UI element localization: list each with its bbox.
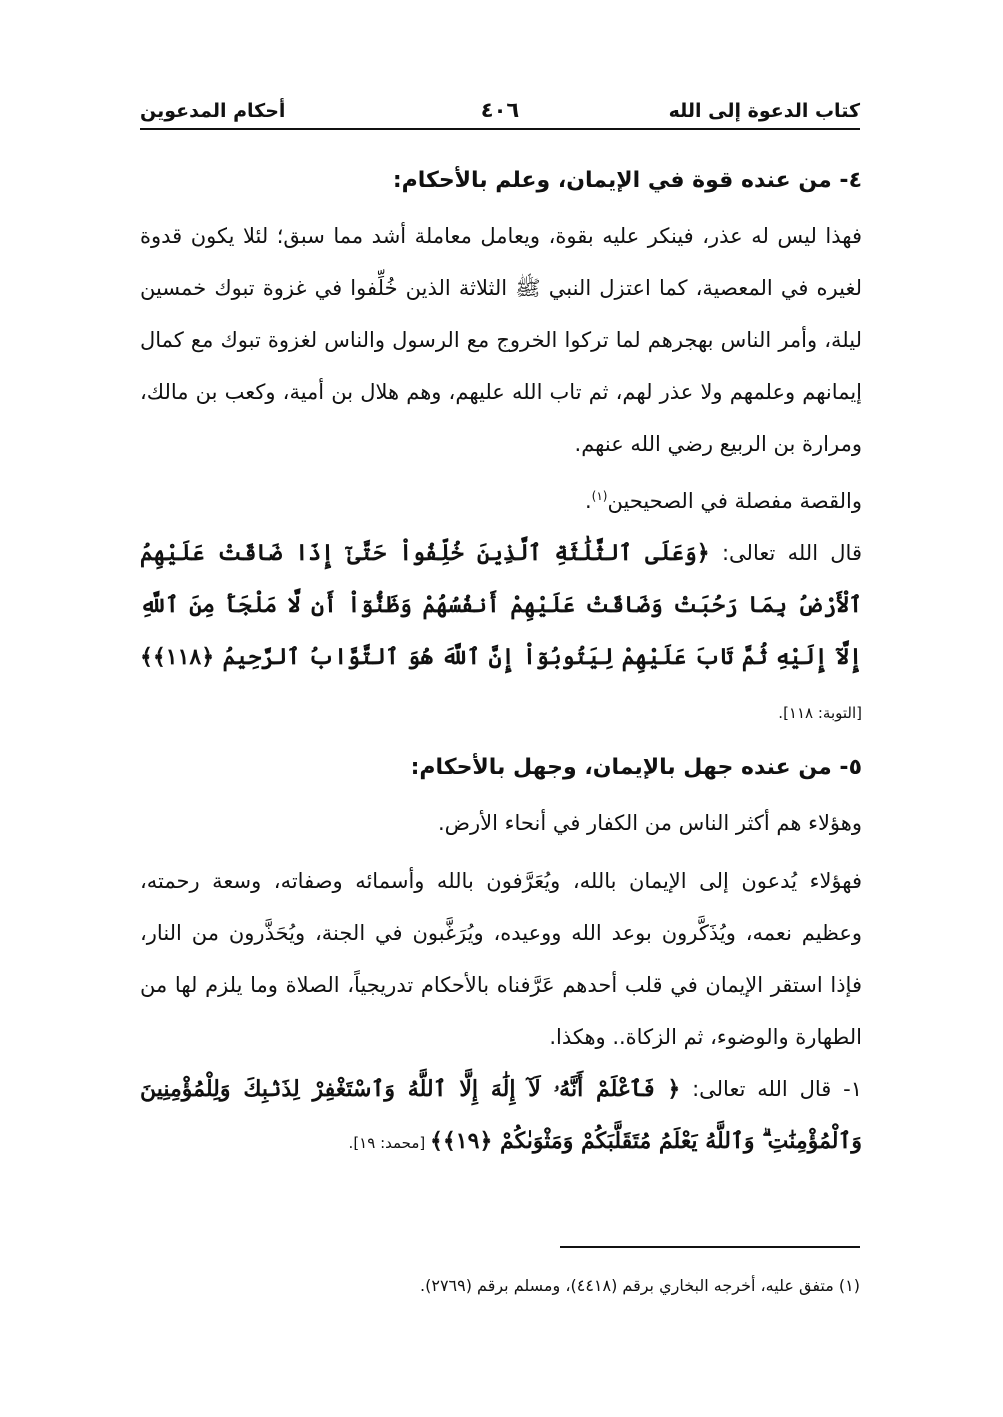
page-number: ٤٠٦ — [480, 98, 520, 122]
quran-quote-paragraph — [140, 527, 862, 739]
story-paragraph — [140, 470, 862, 527]
footnote: (١) متفق عليه، أخرجه البخاري برقم (٤٤١٨)، ومسلم برقم (٢٧٦٩). — [420, 1276, 860, 1295]
header-rule — [140, 128, 860, 130]
section-5-heading: ٥- من عنده جهل بالإيمان، وجهل بالأحكام: — [410, 755, 862, 780]
book-title: كتاب الدعوة إلى الله — [668, 100, 860, 122]
item-1-reference: [محمد: ١٩]. — [348, 1134, 431, 1152]
verse-reference: [التوبة: ١١٨]. — [778, 704, 862, 722]
footnote-rule — [560, 1246, 860, 1248]
quote-intro: قال الله تعالى: — [709, 541, 862, 565]
footnote-marker[interactable]: (١) — [591, 489, 608, 503]
section-4-paragraph: فهذا ليس له عذر، فينكر عليه بقوة، ويعامل معاملة أشد مما سبق؛ لئلا يكون قدوة لغيره في المعصية، كما اعتزل النبي ﷺ الثلاثة الذين خُلِّفوا في غزوة تبوك خمسين ليلة، وأمر الناس بهجرهم لما تركوا الخروج مع الرسول والناس لغزوة تبوك مع كمال إيمانهم وعلمهم ولا عذر لهم، ثم تاب الله عليهم، وهم هلال بن أمية، وكعب بن مالك، ومرارة بن الربيع رضي الله عنهم. — [140, 224, 862, 456]
section-4-heading: ٤- من عنده قوة في الإيمان، وعلم بالأحكام: — [392, 168, 862, 193]
story-text: والقصة مفصلة في الصحيحين — [607, 489, 862, 513]
item-1-quran-verse: ﴿ فَٱعْلَمْ أَنَّهُۥ لَآ إِلَٰهَ إِلَّا ٱللَّهُ وَٱسْتَغْفِرْ لِذَنۢبِكَ وَلِلْمُؤْمِنِينَ وَٱلْمُؤْمِنَٰتِ ۗ وَٱللَّهُ يَعْلَمُ مُتَقَلَّبَكُمْ وَمَثْوَىٰكُمْ ﴿١٩﴾﴾ — [140, 1076, 862, 1154]
chapter-title: أحكام المدعوين — [140, 100, 286, 122]
section-5-paragraph-1: وهؤلاء هم أكثر الناس من الكفار في أنحاء الأرض. — [437, 811, 862, 835]
section-5-paragraph-2: فهؤلاء يُدعون إلى الإيمان بالله، ويُعَرَّفون بالله وأسمائه وصفاته، وسعة رحمته، وعظيم نعمه، ويُذَكَّرون بوعد الله ووعيده، ويُرَغَّبون في الجنة، ويُحَذَّرون من النار، فإذا استقر الإيمان في قلب أحدهم عَرَّفناه بالأحكام تدريجياً، الصلاة وما يلزم لها من الطهارة والوضوء، ثم الزكاة.. وهكذا. — [140, 869, 862, 1049]
quran-verse: ﴿وَعَلَى ٱلثَّلَٰثَةِ ٱلَّذِينَ خُلِّفُواْ حَتَّىٰٓ إِذَا ضَاقَتْ عَلَيْهِمُ ٱلْأَرْضُ بِمَا رَحُبَتْ وَضَاقَتْ عَلَيْهِمْ أَنفُسُهُمْ وَظَنُّوٓاْ أَن لَّا مَلْجَأَ مِنَ ٱللَّهِ إِلَّآ إِلَيْهِ ثُمَّ تَابَ عَلَيْهِمْ لِيَتُوبُوٓاْ إِنَّ ٱللَّهَ هُوَ ٱلتَّوَّابُ ٱلرَّحِيمُ ﴿١١٨﴾﴾ — [140, 540, 862, 670]
list-item-1 — [140, 1063, 862, 1169]
page-body — [140, 152, 862, 1169]
running-header — [140, 96, 860, 136]
story-end: . — [584, 489, 592, 513]
item-1-intro: ١- قال الله تعالى: — [680, 1077, 862, 1101]
